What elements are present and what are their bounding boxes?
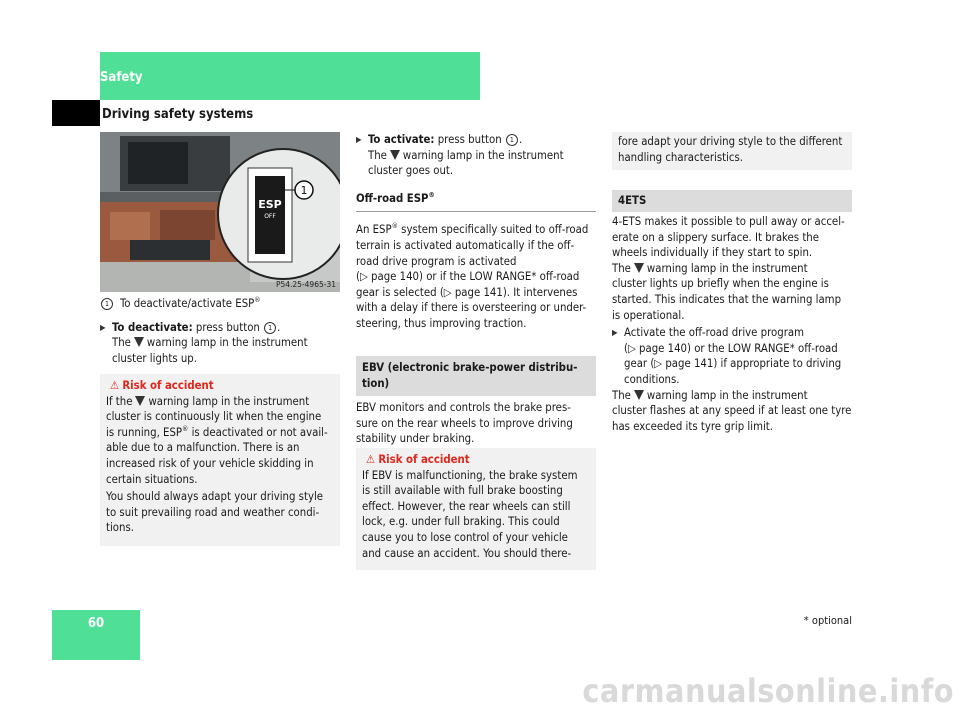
figure-callout: 1 — [300, 184, 308, 197]
warning-title: Risk of accident — [122, 379, 214, 392]
figure-label-off: OFF — [264, 213, 276, 220]
warning-box-continued: fore adapt your driving style to the different handling characteristics. — [612, 132, 852, 170]
warning-box-ebv: ⚠ Risk of accident If EBV is malfunctioning, the brake system is still available with full brake boosting effect. However, the rear wheels can still lock, e.g. under full braking. This could cause you to lose control of your vehicle and cause an accident. You should there- — [356, 448, 596, 570]
ebv-text: EBV monitors and controls the brake pres- sure on the rear wheels to improve driving stability under braking. — [356, 401, 573, 446]
warning-lamp-icon — [390, 150, 400, 160]
figure-label-esp: ESP — [258, 198, 282, 211]
ets-heading: 4ETS — [612, 190, 852, 212]
warning-lamp-icon — [134, 337, 144, 347]
col1 — [100, 296, 340, 366]
figure-code: P54.25-4965-31 — [275, 280, 336, 289]
watermark: carmanualsonline.info — [582, 672, 954, 710]
offroad-text: An ESP® system specifically suited to off-road terrain is activated automatically if the off- road drive program is activated (▷ page 140) or if the LOW RANGE* off-road gear is selected (▷ page 141). It intervenes with a delay if there is oversteering or under- steering, thus improving traction. — [356, 222, 589, 330]
footer-note: * optional — [803, 614, 852, 627]
header-subsection: Driving safety systems — [102, 107, 254, 122]
warning-lamp-icon — [634, 263, 644, 273]
step-activate-offroad: ▶ Activate the off-road drive program (▷ page 140) or the LOW RANGE* off-road gear (▷ page 141) if appropriate to driving conditions. — [612, 325, 856, 387]
figure-caption: 1 To deactivate/activate ESP® — [100, 296, 340, 312]
warning-title: Risk of accident — [378, 453, 470, 466]
warning-icon: ⚠ — [366, 453, 376, 466]
warning-lamp-icon — [135, 396, 145, 406]
warning-icon: ⚠ — [110, 379, 120, 392]
step-deactivate: ▶ To deactivate: press button 1 . The warning lamp in the instrument cluster lights up. — [100, 320, 340, 367]
header-black-bar — [52, 100, 100, 126]
figure-esp-button — [100, 132, 340, 292]
header-section: Safety — [100, 70, 143, 85]
page-number: 60 — [87, 616, 105, 631]
col2 — [356, 132, 596, 332]
header-tab — [100, 52, 480, 100]
warning-box-esp: ⚠ Risk of accident If the warning lamp in the instrument cluster is continuously lit when the engine is running, ESP® is deactivated or not avail- able due to a malfunction. There is an increased risk of your vehicle skidding in certain situations. You should always adapt your driving style to suit prevailing road and weather condi- tions. — [100, 374, 340, 546]
warning-lamp-icon — [634, 390, 644, 400]
figure-image — [100, 132, 340, 292]
offroad-heading: Off-road ESP® — [356, 191, 596, 213]
ebv-heading: EBV (electronic brake-power distribu- tion) — [356, 356, 596, 396]
col3-text: 4-ETS makes it possible to pull away or accel- erate on a slippery surface. It brakes the wheels individually if they start to spin. The warning lamp in the instrument cluster lights up briefly when the engine is started. This indicates that the warning lamp is operational. ▶ Activate the off-road drive program (▷ page 140) or the LOW RANGE* off-road gear (▷ page 141) if appropriate to driving conditions. The warning lamp in the instrument cluster flashes at any speed if at least one tyre has exceeded its tyre grip limit. — [612, 214, 856, 434]
step-activate: ▶ To activate: press button 1 . The warning lamp in the instrument cluster goes out. — [356, 132, 596, 179]
